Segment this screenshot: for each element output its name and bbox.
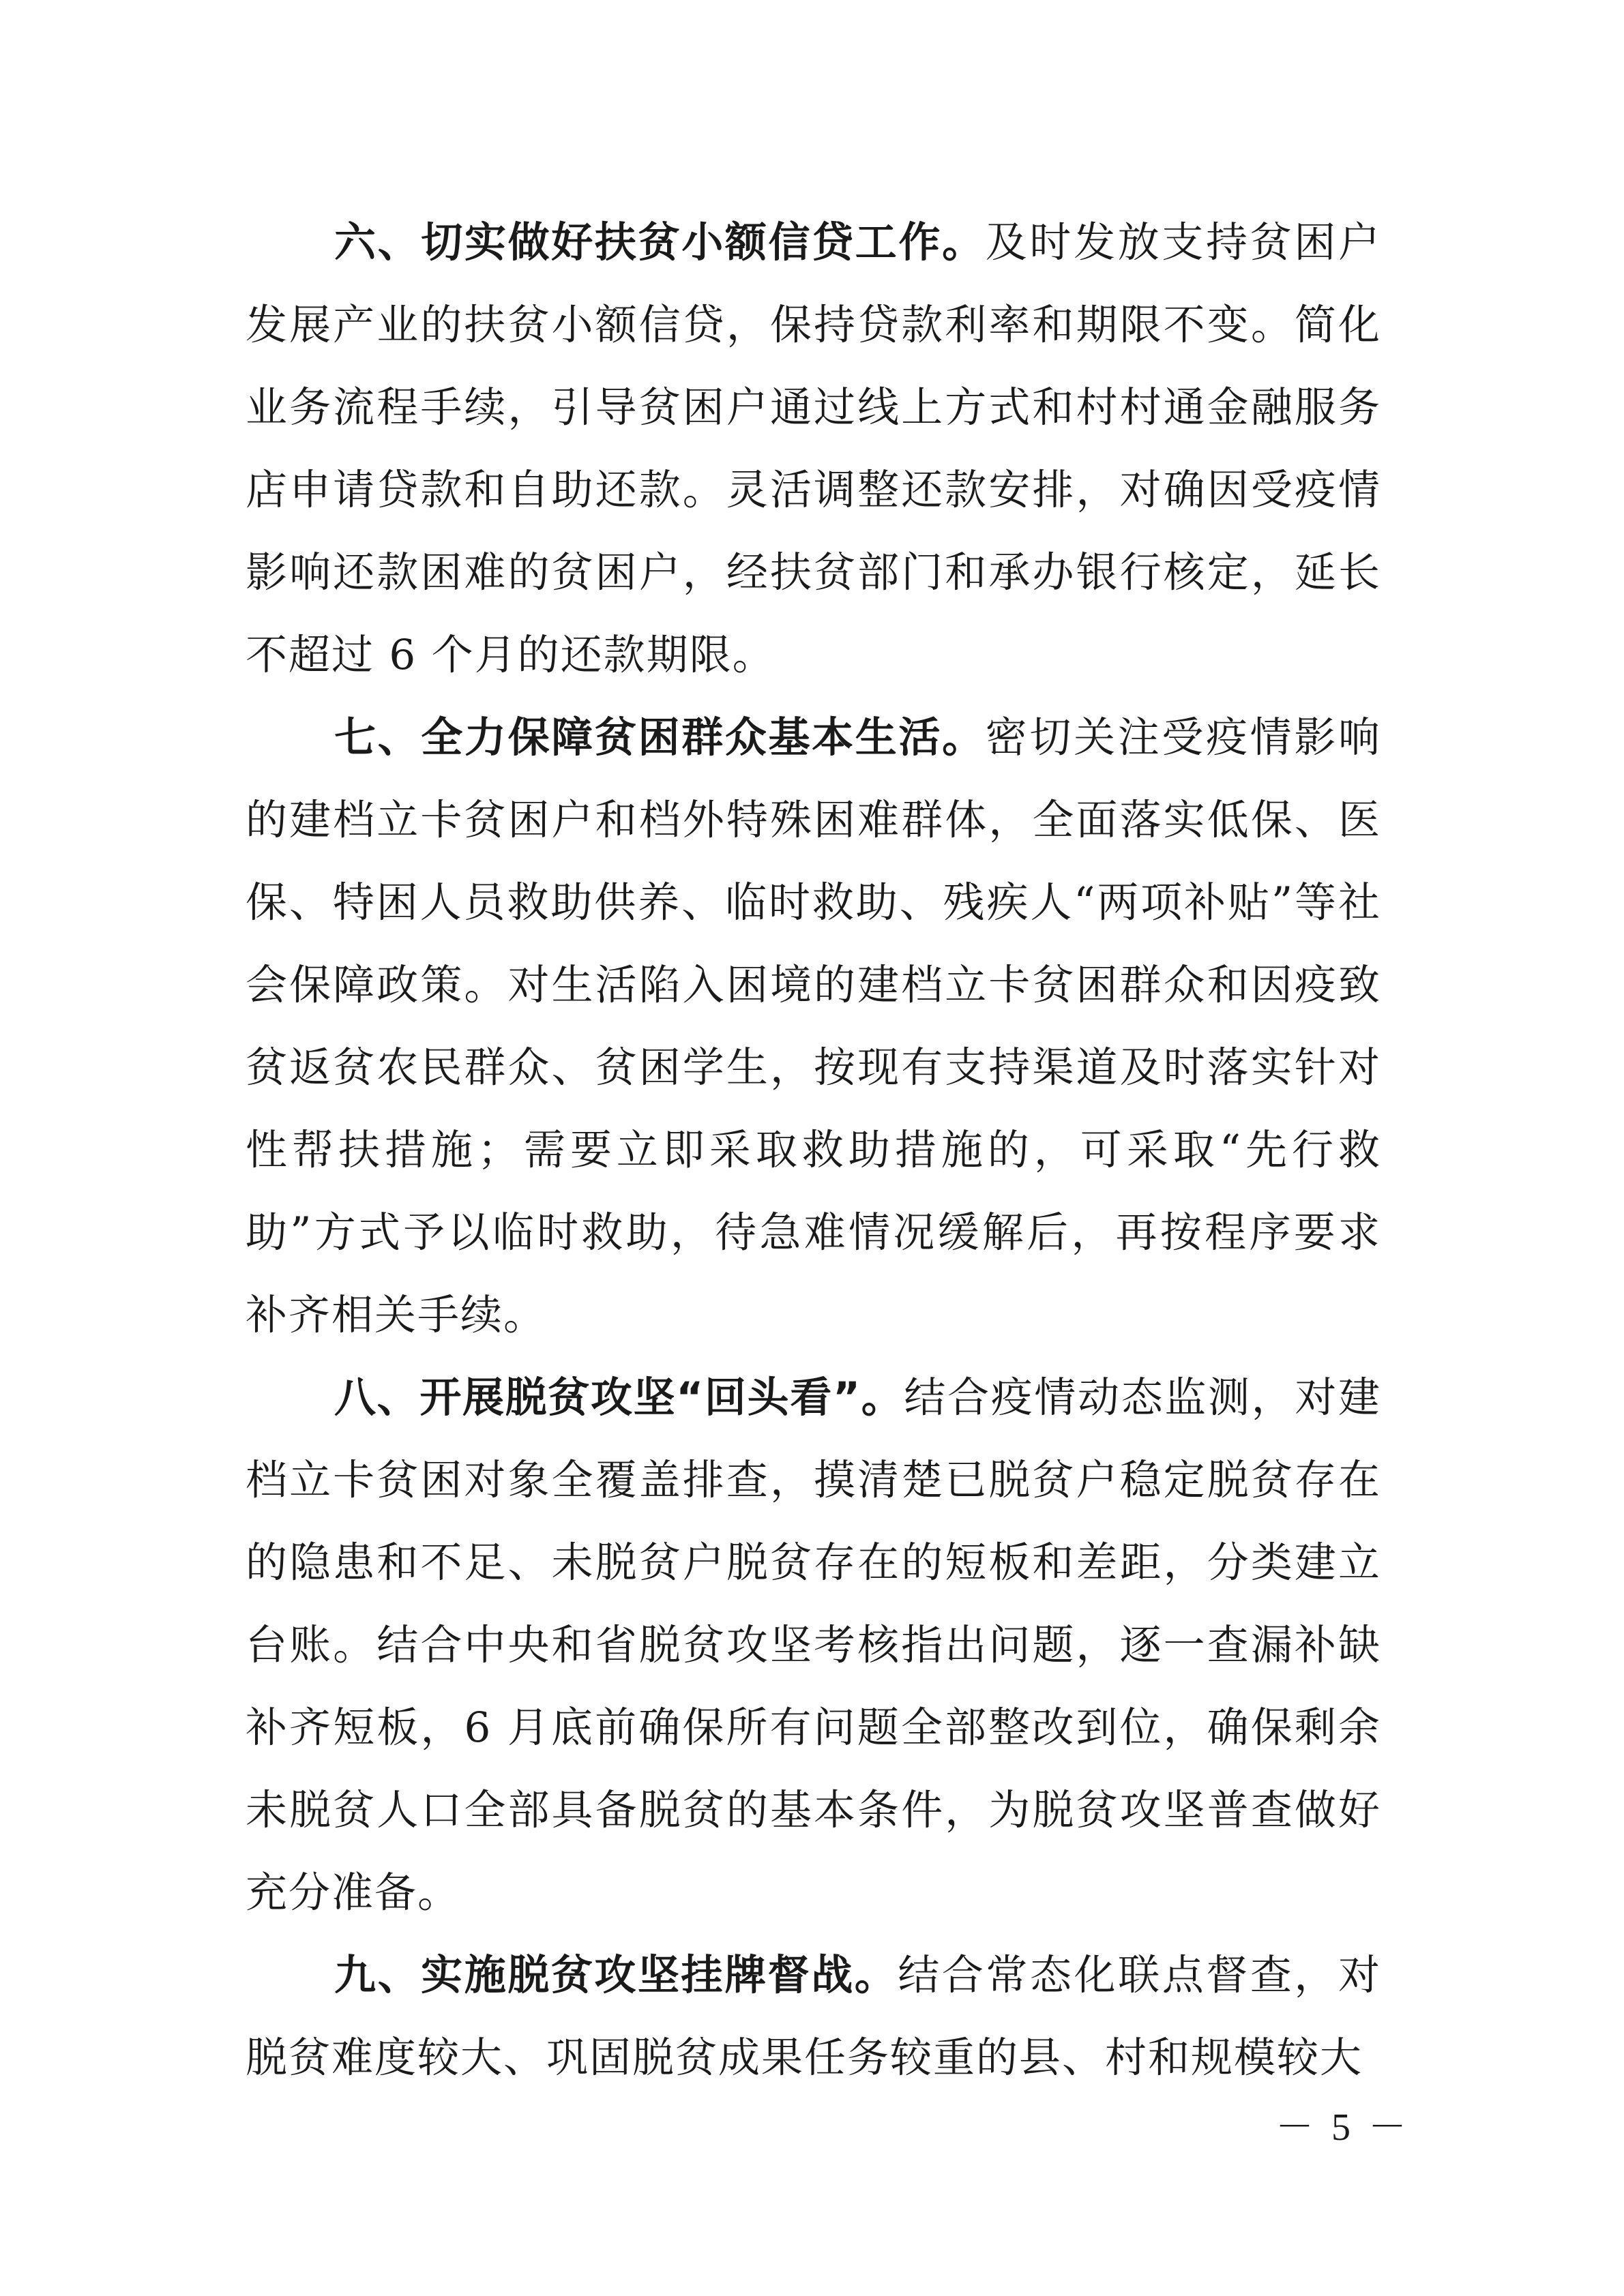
paragraph-8-heading: 八、开展脱贫攻坚“回头看”。 [334, 1373, 904, 1422]
paragraph-6-heading: 六、切实做好扶贫小额信贷工作。 [334, 218, 986, 267]
paragraph-6 [246, 201, 1381, 696]
paragraph-6-text: 及时发放支持贫困户发展产业的扶贫小额信贷，保持贷款利率和期限不变。简化业务流程手续，引导贫困户通过线上方式和村村通金融服务店申请贷款和自助还款。灵活调整还款安排，对确因受疫情影响还款困难的贫困户，经扶贫部门和承办银行核定，延长不超过 6 个月的还款期限。 [246, 218, 1381, 679]
paragraph-9 [246, 1934, 1381, 2099]
paragraph-7-heading: 七、全力保障贫困群众基本生活。 [334, 713, 986, 762]
paragraph-8 [246, 1356, 1381, 1934]
paragraph-9-text: 结合常态化联点督查，对脱贫难度较大、巩固脱贫成果任务较重的县、村和规模较大 [246, 1951, 1381, 2082]
paragraph-9-heading: 九、实施脱贫攻坚挂牌督战。 [334, 1951, 898, 1999]
paragraph-7 [246, 696, 1381, 1356]
paragraph-8-text: 结合疫情动态监测，对建档立卡贫困对象全覆盖排查，摸清楚已脱贫户稳定脱贫存在的隐患和不足、未脱贫户脱贫存在的短板和差距，分类建立台账。结合中央和省脱贫攻坚考核指出问题，逐一查漏补缺补齐短板，6 月底前确保所有问题全部整改到位，确保剩余未脱贫人口全部具备脱贫的基本条件，为脱贫攻坚普查做好充分准备。 [246, 1373, 1381, 1917]
paragraph-7-text: 密切关注受疫情影响的建档立卡贫困户和档外特殊困难群体，全面落实低保、医保、特困人员救助供养、临时救助、残疾人“两项补贴”等社会保障政策。对生活陷入困境的建档立卡贫困群众和因疫致贫返贫农民群众、贫困学生，按现有支持渠道及时落实针对性帮扶措施；需要立即采取救助措施的，可采取“先行救助”方式予以临时救助，待急难情况缓解后，再按程序要求补齐相关手续。 [246, 713, 1381, 1339]
page-number: － 5 － [1275, 2106, 1411, 2149]
document-body [246, 201, 1381, 2099]
